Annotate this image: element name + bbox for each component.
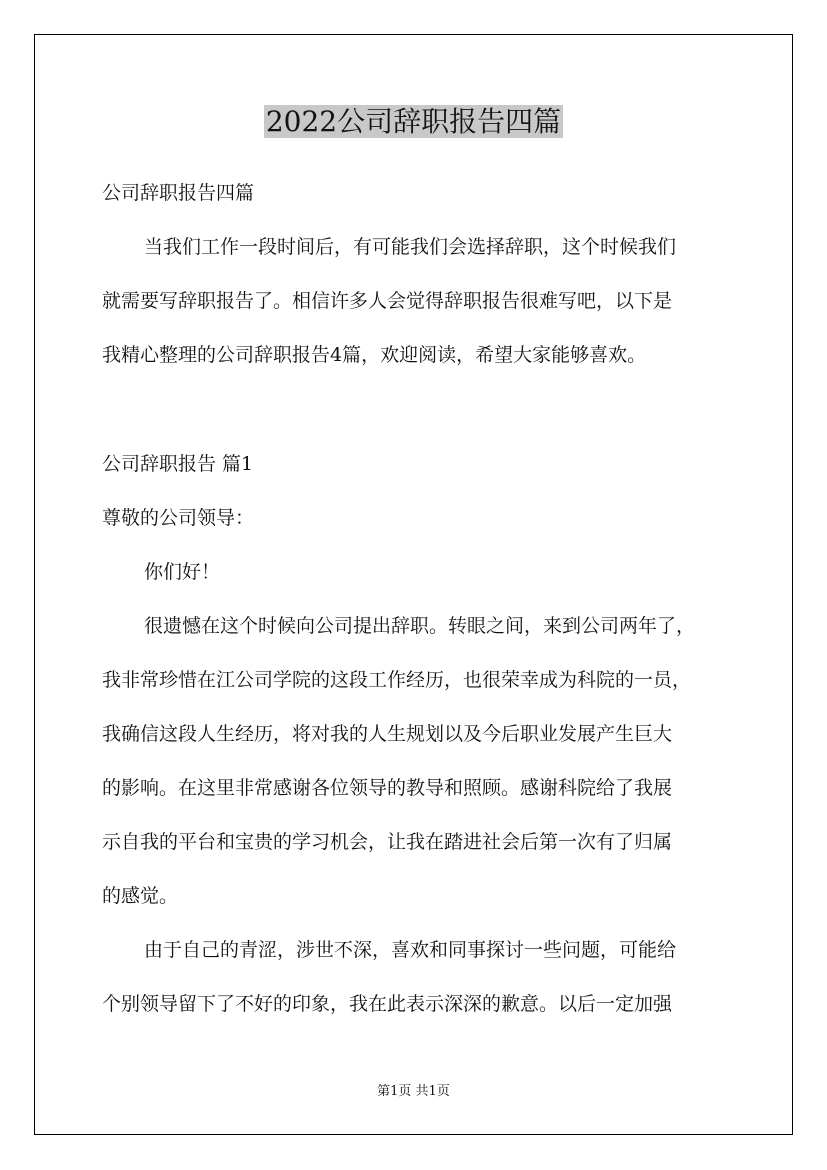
salutation: 尊敬的公司领导： — [102, 507, 255, 529]
section-heading: 公司辞职报告 篇1 — [102, 453, 254, 475]
intro-line-1: 当我们工作一段时间后，有可能我们会选择辞职，这个时候我们 — [144, 236, 677, 258]
paragraph1-line-3: 我确信这段人生经历，将对我的人生规划以及今后职业发展产生巨大 — [102, 723, 673, 745]
paragraph1-line-2: 我非常珍惜在江公司学院的这段工作经历，也很荣幸成为科院的一员， — [102, 669, 692, 691]
paragraph2-line-2: 个别领导留下了不好的印象，我在此表示深深的歉意。以后一定加强 — [102, 993, 673, 1015]
paragraph1-line-4: 的影响。在这里非常感谢各位领导的教导和照顾。感谢科院给了我展 — [102, 777, 673, 799]
paragraph2-line-1: 由于自己的青涩，涉世不深，喜欢和同事探讨一些问题，可能给 — [144, 939, 677, 961]
intro-line-2: 就需要写辞职报告了。相信许多人会觉得辞职报告很难写吧，以下是 — [102, 290, 673, 312]
document-title-text: 2022公司辞职报告四篇 — [265, 105, 562, 138]
document-subtitle: 公司辞职报告四篇 — [102, 182, 255, 204]
greeting: 你们好！ — [144, 561, 221, 583]
intro-line-3: 我精心整理的公司辞职报告4篇，欢迎阅读，希望大家能够喜欢。 — [102, 344, 647, 366]
paragraph1-line-1: 很遗憾在这个时候向公司提出辞职。转眼之间，来到公司两年了， — [144, 615, 696, 637]
paragraph1-line-6: 的感觉。 — [102, 885, 179, 907]
page-footer: 第1页 共1页 — [377, 1084, 450, 1099]
document-title — [0, 100, 827, 144]
paragraph1-line-5: 示自我的平台和宝贵的学习机会，让我在踏进社会后第一次有了归属 — [102, 831, 673, 853]
